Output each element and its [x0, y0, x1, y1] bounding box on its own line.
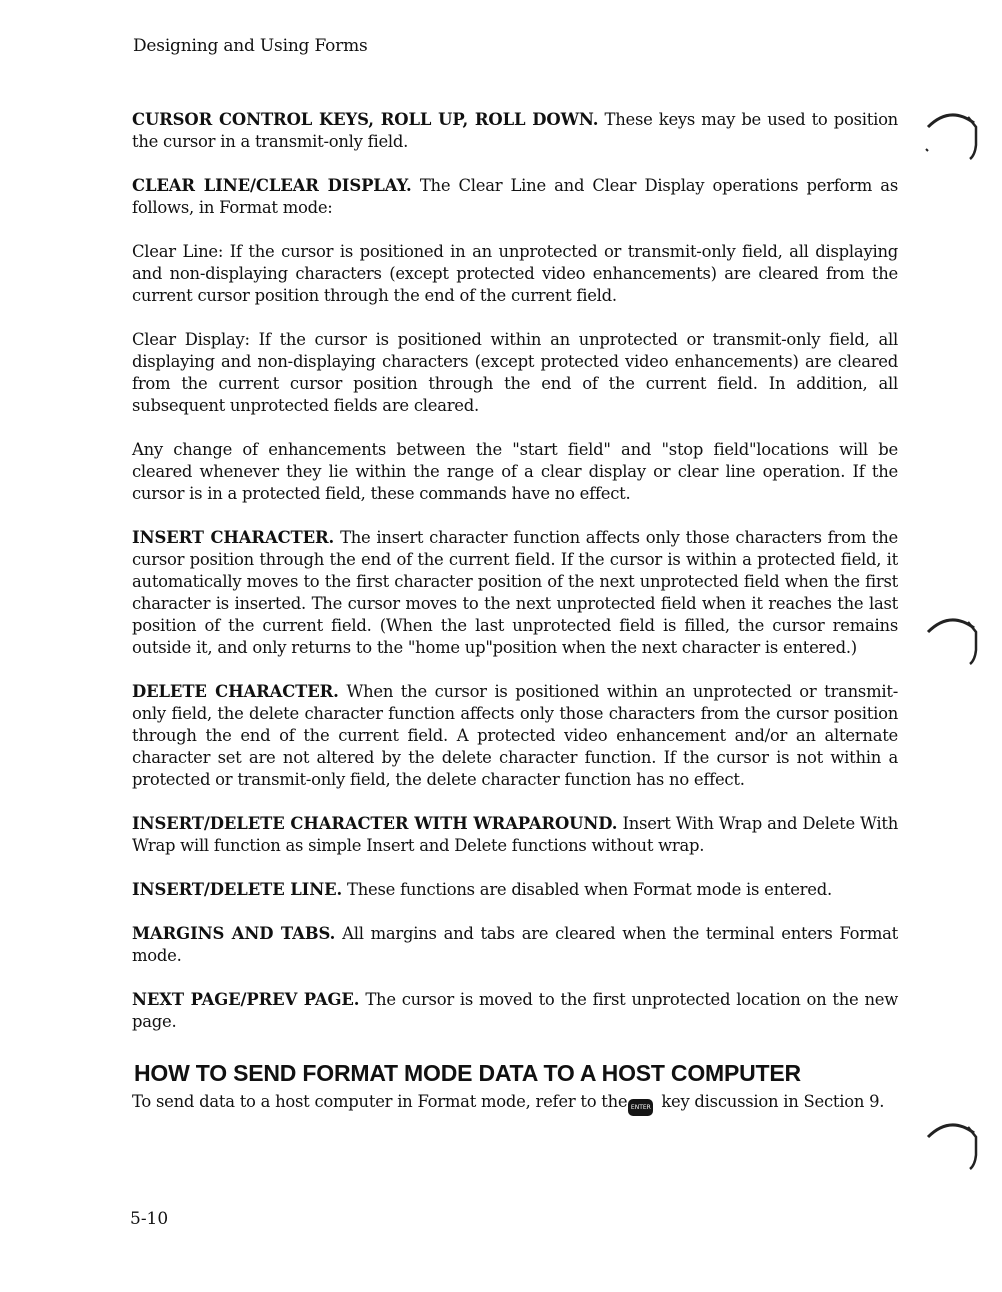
enter-key-icon: ENTER	[628, 1099, 653, 1116]
paragraph-clear-display: Clear Display: If the cursor is positioned within an unprotected or transmit-only field, all displaying and non-displaying characters (except protected video enhancements) are cleared from the current cursor position through the end of the current field. In addition, all subsequent unprotected fields are cleared.	[132, 330, 898, 415]
paragraph-insert-character	[132, 527, 898, 659]
paragraph-cursor-control-keys	[132, 109, 898, 153]
running-header: Designing and Using Forms	[133, 36, 368, 56]
body-cursor-control-keys: These keys may be used to position the cursor in a transmit-only field.	[132, 110, 898, 151]
term-margins-and-tabs: MARGINS AND TABS.	[132, 924, 336, 943]
paragraph-clear-line: Clear Line: If the cursor is positioned in an unprotected or transmit-only field, all displaying and non-displaying characters (except protected video enhancements) are cleared from the current cursor position through the end of the current field.	[132, 242, 898, 305]
paragraph-next-prev-page	[132, 989, 898, 1033]
binder-hole-mark-icon	[920, 1115, 980, 1185]
term-next-prev-page: NEXT PAGE/PREV PAGE.	[132, 990, 360, 1009]
term-delete-character: DELETE CHARACTER.	[132, 682, 339, 701]
page-content	[132, 109, 898, 1138]
paragraph-clear-line-clear-display	[132, 175, 898, 219]
paragraph-send-format-data	[132, 1091, 898, 1116]
binder-hole-mark-icon	[920, 610, 980, 680]
paragraph-margins-and-tabs	[132, 923, 898, 967]
term-insert-delete-wraparound: INSERT/DELETE CHARACTER WITH WRAPAROUND.	[132, 814, 618, 833]
body-insert-delete-wraparound: Insert With Wrap and Delete With Wrap will function as simple Insert and Delete functions without wrap.	[132, 814, 898, 855]
body-insert-character: The insert character function affects only those characters from the cursor position through the end of the current field. If the cursor is within a protected field, it automatically moves to the first character position of the next unprotected field when the first character is inserted. The cursor moves to the next unprotected field when it reaches the last position of the current field. (When the last unprotected field is filled, the cursor remains outside it, and only returns to the "home up"position when the next character is entered.)	[132, 528, 898, 657]
term-insert-delete-line: INSERT/DELETE LINE.	[132, 880, 343, 899]
body-insert-delete-line: These functions are disabled when Format mode is entered.	[342, 880, 832, 899]
term-clear-line-clear-display: CLEAR LINE/CLEAR DISPLAY.	[132, 176, 412, 195]
send-text-before-key: To send data to a host computer in Format mode, refer to the	[132, 1092, 628, 1111]
paragraph-enhancement-changes: Any change of enhancements between the "start field" and "stop field"locations will be cleared whenever they lie within the range of a clear display or clear line operation. If the cursor is in a protected field, these commands have no effect.	[132, 440, 898, 503]
paragraph-insert-delete-line	[132, 879, 898, 901]
binder-hole-mark-icon	[920, 105, 980, 175]
body-next-prev-page: The cursor is moved to the first unprotected location on the new page.	[132, 990, 898, 1031]
section-heading: HOW TO SEND FORMAT MODE DATA TO A HOST COMPUTER	[134, 1060, 801, 1086]
send-text-after-key: key discussion in Section 9.	[656, 1092, 885, 1111]
paragraph-insert-delete-wraparound	[132, 813, 898, 857]
body-delete-character: When the cursor is positioned within an unprotected or transmit-only field, the delete character function affects only those characters from the cursor position through the end of the current field. A protected video enhancement and/or an alternate character set are not altered by the delete character function. If the cursor is not within a protected or transmit-only field, the delete character function has no effect.	[132, 682, 898, 789]
paragraph-delete-character	[132, 681, 898, 791]
page-number: 5-10	[130, 1209, 169, 1229]
body-margins-and-tabs: All margins and tabs are cleared when the terminal enters Format mode.	[132, 924, 899, 965]
term-insert-character: INSERT CHARACTER.	[132, 528, 335, 547]
term-cursor-control-keys: CURSOR CONTROL KEYS, ROLL UP, ROLL DOWN.	[132, 110, 599, 129]
body-clear-line-clear-display: The Clear Line and Clear Display operations perform as follows, in Format mode:	[132, 176, 898, 217]
